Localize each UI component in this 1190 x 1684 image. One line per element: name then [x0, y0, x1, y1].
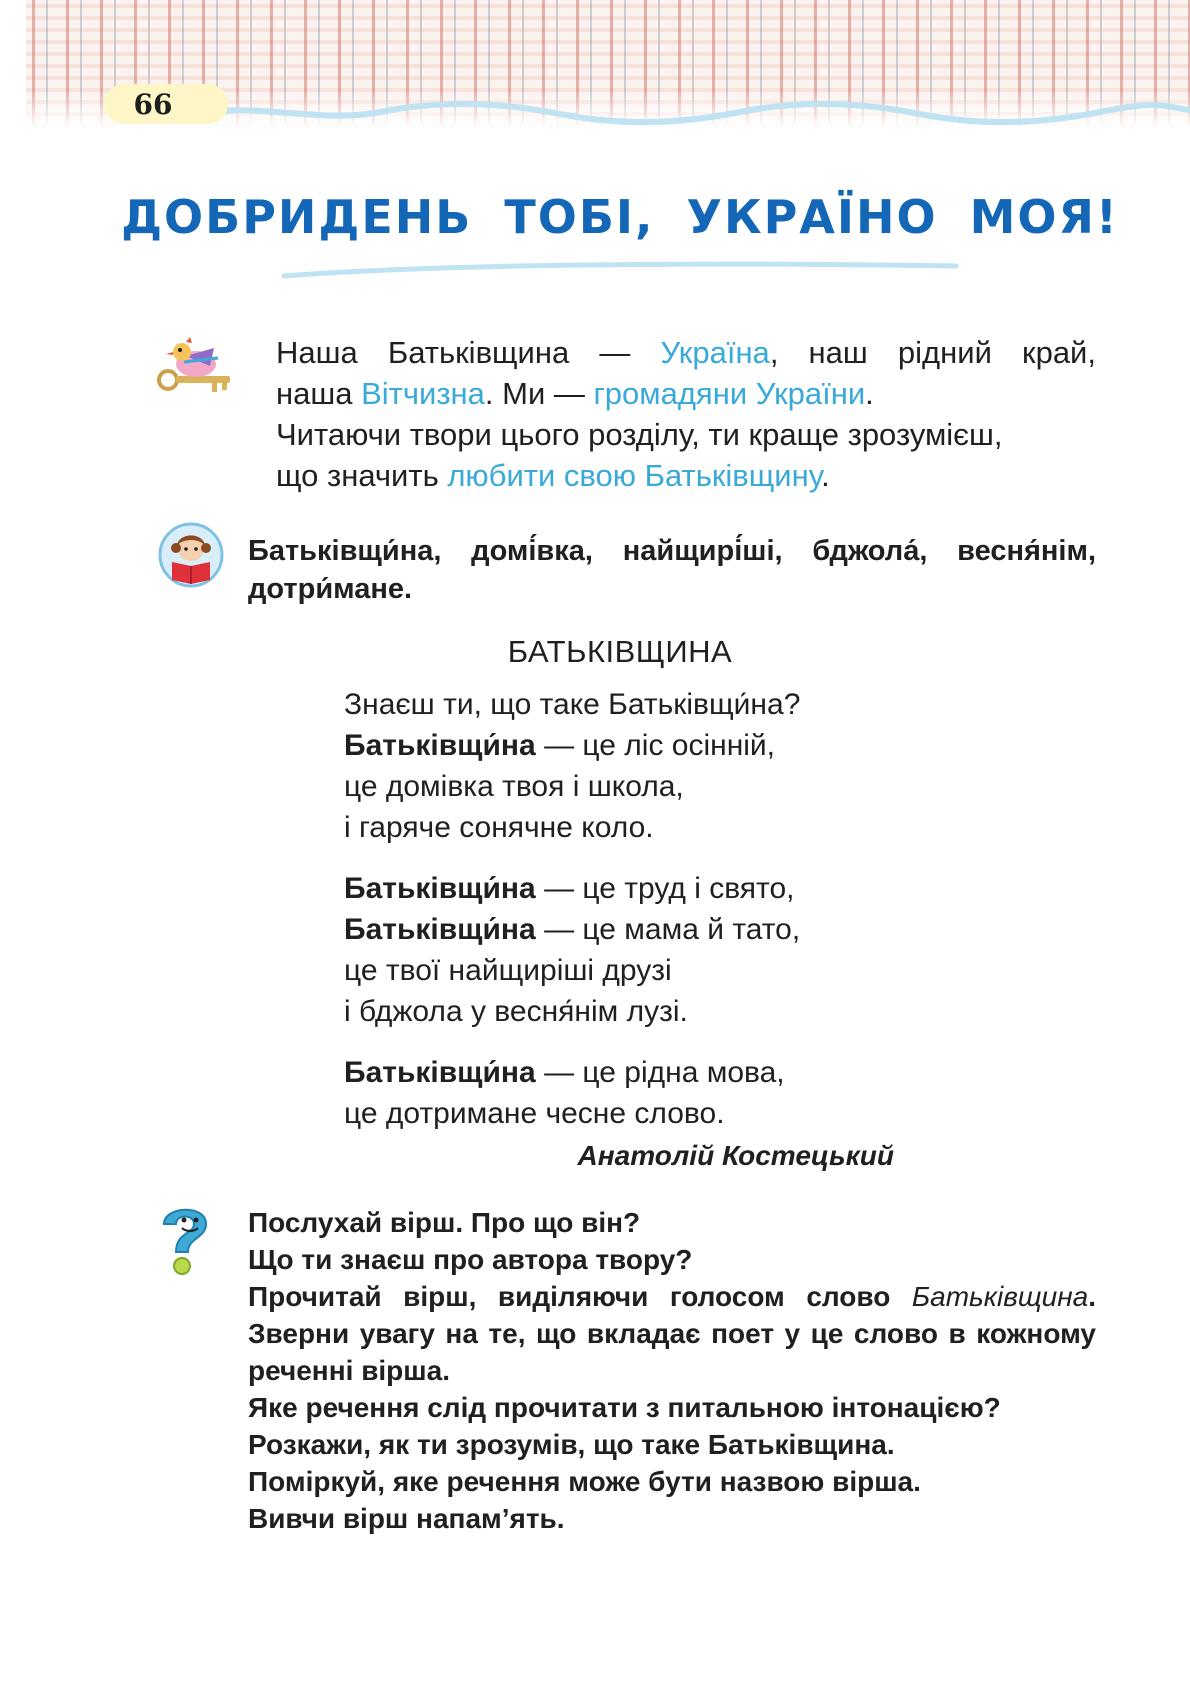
poem-stanza-3	[344, 1052, 1044, 1134]
page-title: ДОБРИДЕНЬ ТОБІ, УКРАЇНО МОЯ!	[121, 190, 1119, 244]
question-item: Яке речення слід прочитати з питальною інтонацією?	[248, 1392, 1001, 1423]
question-item: Розкажи, як ти зрозумів, що таке Батьківщина.	[248, 1429, 895, 1460]
question-mark-icon	[154, 1202, 216, 1278]
poem-line: Батьківщи́на — це труд і свято,	[344, 872, 795, 905]
poem-author: Анатолій Костецький	[577, 1140, 894, 1171]
question-item: Зверни увагу на те, що вкладає поет у це слово в кожному	[248, 1318, 1096, 1349]
question-item: Прочитай вірш, виділяючи голосом слово Батьківщина.	[248, 1281, 1096, 1312]
intro-paragraph	[276, 332, 1096, 496]
question-item: Вивчи вірш напам’ять.	[248, 1503, 565, 1534]
question-item: Послухай вірш. Про що він?	[248, 1207, 641, 1238]
intro-line-3: Читаючи твори цього розділу, ти краще зрозумієш,	[276, 417, 1003, 452]
highlight-fatherland: Вітчизна	[361, 376, 485, 411]
poem-line: і бджола у весня́нім лузі.	[344, 995, 688, 1028]
page-number: 66	[133, 87, 173, 121]
intro-line-4: що значить любити свою Батьківщину.	[276, 458, 830, 493]
poem-line: Батьківщи́на — це рідна мова,	[344, 1056, 785, 1089]
highlight-citizens: громадяни України	[593, 376, 866, 411]
poem-line: Батьківщи́на — це ліс осінній,	[344, 729, 776, 762]
page-number-badge	[104, 84, 228, 124]
question-item: реченні вірша.	[248, 1355, 450, 1386]
emphasized-word: Батьківщина	[911, 1281, 1089, 1312]
poem-line: це твої найщиріші друзі	[344, 954, 672, 987]
poem-line: і гаряче сонячне коло.	[344, 811, 654, 844]
child-reading-book-icon	[158, 522, 224, 588]
intro-line-1: Наша Батьківщина — Україна, наш рідний край,	[276, 335, 1096, 370]
highlight-love-homeland: любити свою Батьківщину	[447, 458, 822, 493]
intro-line-2: наша Вітчизна. Ми — громадяни України.	[276, 376, 874, 411]
title-underline	[280, 260, 960, 282]
header-wave-decoration	[200, 96, 1190, 126]
poem-line: Знаєш ти, що таке Батьківщи́на?	[344, 688, 801, 721]
poem-title: БАТЬКІВЩИНА	[507, 634, 733, 669]
highlight-ukraine: Україна	[660, 335, 770, 370]
vocab-line-1: Батьківщи́на, домі́вка, найщирі́ші, бджола́, весня́нім,	[248, 535, 1096, 567]
vocabulary-words	[248, 532, 1096, 608]
question-item: Поміркуй, яке речення може бути назвою вірша.	[248, 1466, 921, 1497]
poem-line: це домівка твоя і школа,	[344, 770, 684, 803]
poem-line: це дотримане чесне слово.	[344, 1097, 725, 1130]
poem-stanza-2	[344, 868, 1044, 1032]
question-item: Що ти знаєш про автора твору?	[248, 1244, 693, 1275]
poem-line: Батьківщи́на — це мама й тато,	[344, 913, 801, 946]
vocab-line-2: дотри́мане.	[248, 573, 413, 605]
poem-stanza-1	[344, 684, 1044, 848]
bird-on-key-icon	[156, 336, 236, 402]
questions-block	[248, 1204, 1096, 1537]
